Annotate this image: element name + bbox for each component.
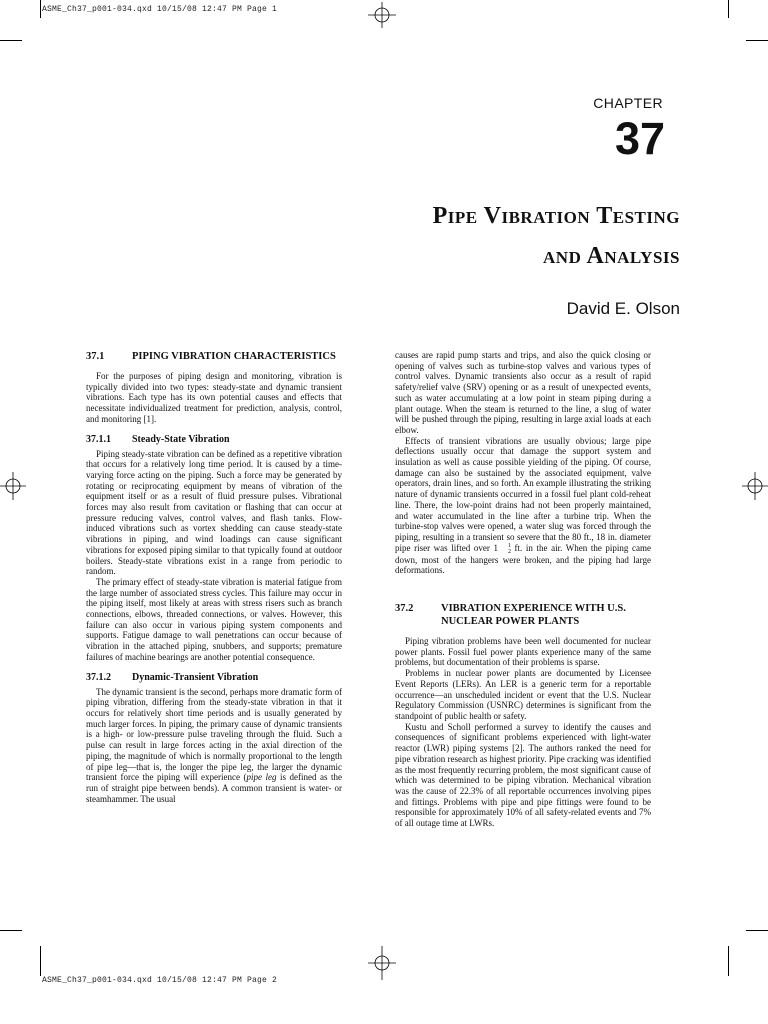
left-column <box>86 350 342 804</box>
paragraph-text: ft. in the air. When the piping came down, most of the hangers were broken, and the piping had large deformations. <box>395 542 652 576</box>
chapter-title-line-1: Pipe Vibration Testing <box>432 203 680 229</box>
section-number: 37.1 <box>86 351 105 362</box>
section-heading <box>86 350 342 363</box>
subsection-title: Dynamic-Transient Vibration <box>132 671 259 683</box>
paragraph-text: is defined as the run of straight pipe between bends). A common transient is water- or steamhammer. The usual <box>86 772 342 804</box>
section-title: VIBRATION EXPERIENCE WITH U.S. NUCLEAR POWER PLANTS <box>441 603 626 628</box>
subsection-title: Steady-State Vibration <box>132 433 230 445</box>
crop-mark <box>728 0 729 18</box>
paragraph: Problems in nuclear power plants are documented by Licensee Event Reports (LERs). An LER is a generic term for a reportable occurrence—an unscheduled incident or event that the U.S. Nuclear Regulatory Commission (USNRC) determines is significant from the standpoint of public health or safety. <box>395 668 651 721</box>
section-title: PIPING VIBRATION CHARACTERISTICS <box>132 351 336 362</box>
crop-mark <box>0 930 22 931</box>
paragraph: For the purposes of piping design and monitoring, vibration is typically divided into two types: steady-state and dynamic transient vibrations. Each type has its own potential causes and effects that necessitate individualized treatment for prediction, analysis, control, and monitoring [1]. <box>86 371 342 424</box>
fraction <box>498 543 511 555</box>
paragraph <box>395 436 651 576</box>
section-number: 37.2 <box>395 603 414 615</box>
right-column <box>395 350 651 829</box>
paragraph: Piping vibration problems have been well documented for nuclear power plants. Fossil fuel power plants experience many of the same problems, but documentation of their problems is sparse. <box>395 636 651 668</box>
chapter-label: CHAPTER <box>593 95 663 111</box>
author-name: David E. Olson <box>566 299 680 318</box>
paragraph-text: The dynamic transient is the second, perhaps more dramatic form of piping vibration, differing from the steady-state vibration in that it occurs for relatively short time periods and is usually generated by much larger forces. In piping, the primary cause of dynamic transients is a high- or low-pressure pulse traveling through the fluid. Such a pulse can result in large forces acting in the axial direction of the piping, the magnitude of which is normally proportional to the length of pipe leg—that is, the longer the pipe leg, the larger the dynamic transient force the piping will experience ( <box>86 686 342 783</box>
emphasis-term: pipe leg <box>246 772 277 783</box>
paragraph: The primary effect of steady-state vibration is material fatigue from the large number of associated stress cycles. This failure may occur in the piping itself, most likely at areas with stress risers such as branch connections, elbows, threaded connections, or valves. However, this failure can also occur in various piping system components and supports. Fatigue damage to wall penetrations can occur because of vibration in the attached piping, snubbers, and supports; premature failures of machine bearings are another potential consequence. <box>86 576 342 662</box>
registration-mark-right <box>742 472 768 500</box>
paragraph: causes are rapid pump starts and trips, and also the quick closing or opening of valves such as turbine-stop valves and various types of control valves. Dynamic transients also occur as a result of rapid safety/relief valve (SRV) opening or as a result of unexpected events, such as water accumulating at a low point in steam piping during a plant outage. When the steam is returned to the line, a slug of water will be pushed through the piping, resulting in large axial loads at each elbow. <box>395 350 651 435</box>
crop-mark <box>746 930 768 931</box>
section-heading <box>395 602 651 628</box>
fraction-denominator: 2 <box>507 548 511 555</box>
paragraph: Piping steady-state vibration can be defined as a repetitive vibration that occurs for a relatively long time period. It is caused by a time-varying force acting on the piping. Such a force may be generated by rotating or reciprocating equipment by means of vibration of the equipment itself or as a result of fluid pressure pulses. Vibrational forces may also result from cavitation or flashing that can occur at pressure reducing valves, control valves, and flash tanks. Flow-induced vibrations such as vortex shedding can cause steady-state vibrations in piping, and wind loadings can cause significant vibrations for exposed piping similar to that typically found at outdoor boilers. Steady-state vibrations exist in a range from periodic to random. <box>86 448 342 577</box>
crop-mark <box>40 946 41 976</box>
paragraph <box>86 687 342 805</box>
paragraph-text: Effects of transient vibrations are usually obvious; large pipe deflections usually occur that damage the support system and insulation as well as cause possible yielding of the piping. Of course, damage can also be sustained by the associated equipment, valve operators, drain lines, and so forth. An example illustrating the striking nature of dynamic transients occurred in a fossil fuel plant cold-reheat line. There, the low-point drains had not been properly maintained, and water accumulated in the line after a turbine trip. When the turbine-stop valves were opened, a water slug was forced through the piping, resulting in a transient so severe that the 80 ft., 18 in. diameter pipe riser was lifted over 1 <box>395 435 651 553</box>
subsection-number: 37.1.2 <box>86 671 111 683</box>
subsection-number: 37.1.1 <box>86 433 111 445</box>
chapter-title-line-2: and Analysis <box>543 243 680 269</box>
chapter-number: 37 <box>614 113 665 164</box>
subsection-heading <box>86 434 342 446</box>
crop-mark <box>40 0 41 18</box>
fraction-numerator: 1 <box>507 542 511 549</box>
registration-mark-left <box>0 472 26 500</box>
paragraph: Kustu and Scholl performed a survey to identify the causes and consequences of significant problems experienced with light-water reactor (LWR) piping systems [2]. The authors ranked the need for pipe vibration research as highest priority. Pipe cracking was identified as the most frequently recurring problem, the most significant cause of which was determined to be piping vibration. Mechanical vibration was the cause of 22.3% of all reportable occurrences involving pipes and fittings. Problems with pipe and pipe fittings were found to be responsible for approximately 10% of all safety-related events and 7% of all outage time at LWRs. <box>395 721 651 829</box>
registration-mark-top <box>368 2 396 28</box>
printer-slug-top: ASME_Ch37_p001-034.qxd 10/15/08 12:47 PM Page 1 <box>42 5 278 14</box>
registration-mark-bottom <box>368 946 396 980</box>
crop-mark <box>728 946 729 976</box>
printer-slug-bottom: ASME_Ch37_p001-034.qxd 10/15/08 12:47 PM Page 2 <box>42 976 278 985</box>
crop-mark <box>746 40 768 41</box>
subsection-heading <box>86 672 342 684</box>
crop-mark <box>0 40 22 41</box>
